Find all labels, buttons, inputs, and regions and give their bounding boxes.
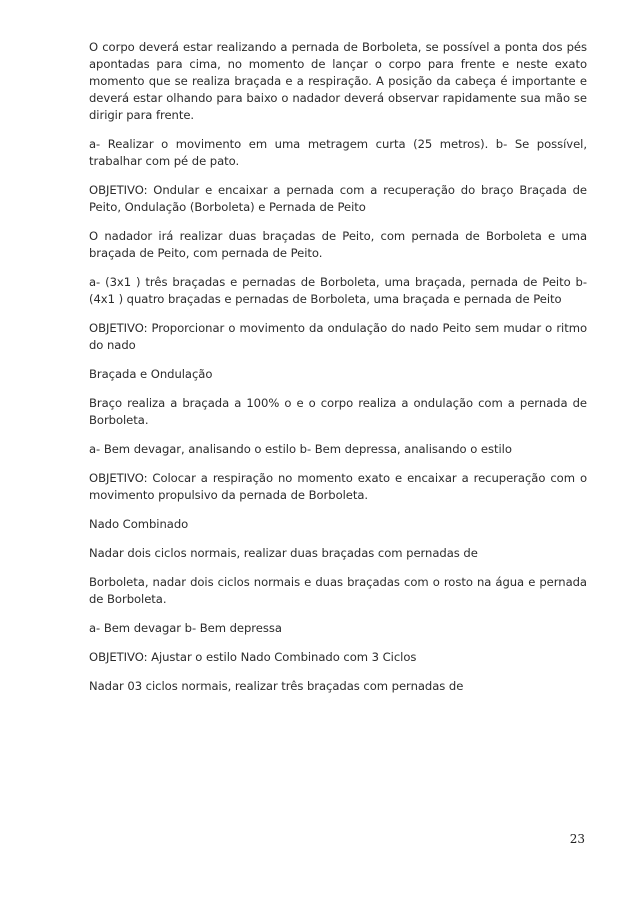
section-heading: Nado Combinado (89, 517, 189, 531)
section-heading: Braçada e Ondulação (89, 367, 213, 381)
paragraph: Braço realiza a braçada a 100% o e o corpo realiza a ondulação com a pernada de Borboleta. (89, 396, 587, 427)
paragraph: O nadador irá realizar duas braçadas de Peito, com pernada de Borboleta e uma braçada de Peito, com pernada de Peito. (89, 229, 587, 260)
paragraph: a- Bem devagar b- Bem depressa (89, 621, 282, 635)
paragraph: a- Bem devagar, analisando o estilo b- Bem depressa, analisando o estilo (89, 442, 512, 456)
paragraph: Nadar 03 ciclos normais, realizar três braçadas com pernadas de (89, 679, 464, 693)
paragraph: OBJETIVO: Colocar a respiração no momento exato e encaixar a recuperação com o movimento propulsivo da pernada de Borboleta. (89, 471, 587, 502)
paragraph: O corpo deverá estar realizando a pernada de Borboleta, se possível a ponta dos pés apontadas para cima, no momento de lançar o corpo para frente e neste exato momento que se realiza braçada e a respiração. A posição da cabeça é importante e deverá estar olhando para baixo o nadador deverá observar rapidamente sua mão se dirigir para frente. (89, 40, 587, 122)
paragraph: OBJETIVO: Ondular e encaixar a pernada com a recuperação do braço Braçada de Peito, Ondulação (Borboleta) e Pernada de Peito (89, 183, 587, 214)
page-body (89, 39, 587, 707)
paragraph: Nadar dois ciclos normais, realizar duas braçadas com pernadas de (89, 546, 478, 560)
paragraph: OBJETIVO: Proporcionar o movimento da ondulação do nado Peito sem mudar o ritmo do nado (89, 321, 587, 352)
paragraph: OBJETIVO: Ajustar o estilo Nado Combinado com 3 Ciclos (89, 650, 417, 664)
paragraph: a- Realizar o movimento em uma metragem curta (25 metros). b- Se possível, trabalhar com pé de pato. (89, 137, 587, 168)
paragraph: a- (3x1 ) três braçadas e pernadas de Borboleta, uma braçada, pernada de Peito b- (4x1 ) quatro braçadas e pernadas de Borboleta, uma braçada e pernada de Peito (89, 275, 587, 306)
paragraph: Borboleta, nadar dois ciclos normais e duas braçadas com o rosto na água e pernada de Borboleta. (89, 575, 587, 606)
page-number: 23 (569, 832, 585, 846)
